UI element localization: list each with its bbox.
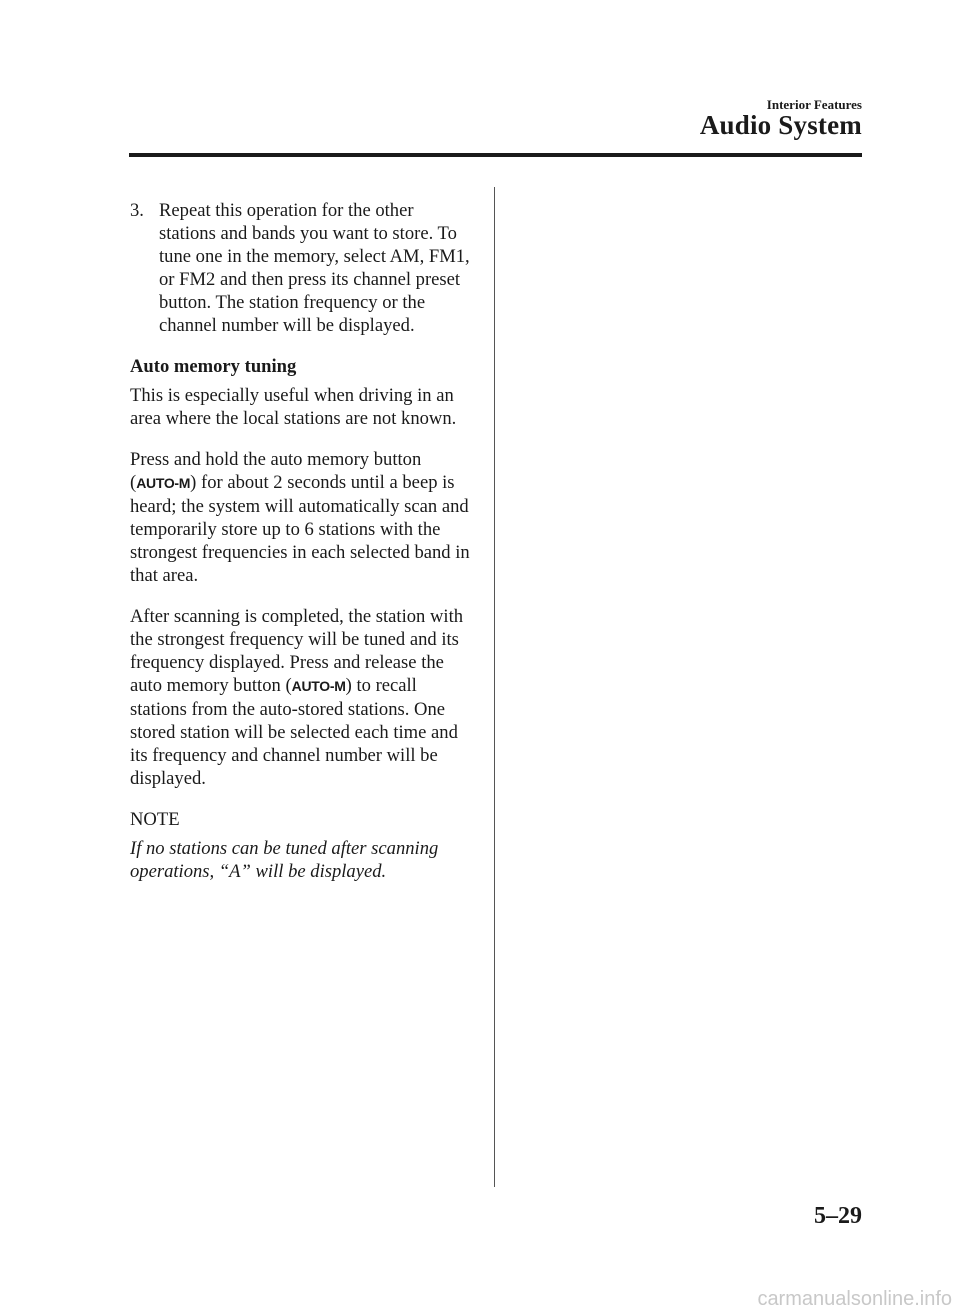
page-number: 5–29 bbox=[814, 1203, 862, 1229]
note-text: If no stations can be tuned after scanning operations, “A” will be displayed. bbox=[130, 838, 439, 882]
recall-text-before: After scanning is completed, the station with the strongest frequency will be tuned and its frequency displayed. Press and release the auto memory button bbox=[130, 606, 464, 696]
page-title: Audio System bbox=[699, 110, 862, 140]
watermark: carmanualsonline.info bbox=[757, 1288, 952, 1310]
header-rule bbox=[129, 153, 862, 157]
press-hold-text-before: Press and hold the auto memory button bbox=[130, 449, 422, 470]
auto-m-button-ref-2: (AUTO-M) bbox=[285, 675, 352, 696]
auto-memory-recall bbox=[130, 605, 470, 790]
auto-memory-intro: This is especially useful when driving in an area where the local stations are not known. bbox=[130, 385, 457, 429]
step-3 bbox=[130, 199, 470, 337]
auto-m-label: AUTO-M bbox=[136, 475, 191, 491]
step-number: 3. bbox=[130, 200, 144, 221]
column-divider bbox=[494, 187, 495, 1187]
auto-memory-press-hold bbox=[130, 448, 470, 587]
press-hold-text-after: for about 2 seconds until a beep is heard; the system will automatically scan and temporarily store up to 6 stations with the strongest frequencies in each selected band in that area. bbox=[130, 472, 470, 586]
auto-m-button-ref: (AUTO-M) bbox=[130, 472, 197, 493]
auto-m-label-2: AUTO-M bbox=[291, 678, 346, 694]
step-text: Repeat this operation for the other stations and bands you want to store. To tune one in the memory, select AM, FM1, or FM2 and then press its channel preset button. The station frequency or the channel number will be displayed. bbox=[159, 200, 470, 336]
section-label: Interior Features bbox=[766, 97, 862, 112]
left-column bbox=[130, 199, 470, 883]
note-heading: NOTE bbox=[130, 809, 180, 830]
auto-memory-heading: Auto memory tuning bbox=[130, 356, 297, 377]
recall-text-after: to recall stations from the auto-stored stations. One stored station will be selected each time and its frequency and channel number will be displayed. bbox=[130, 675, 458, 789]
